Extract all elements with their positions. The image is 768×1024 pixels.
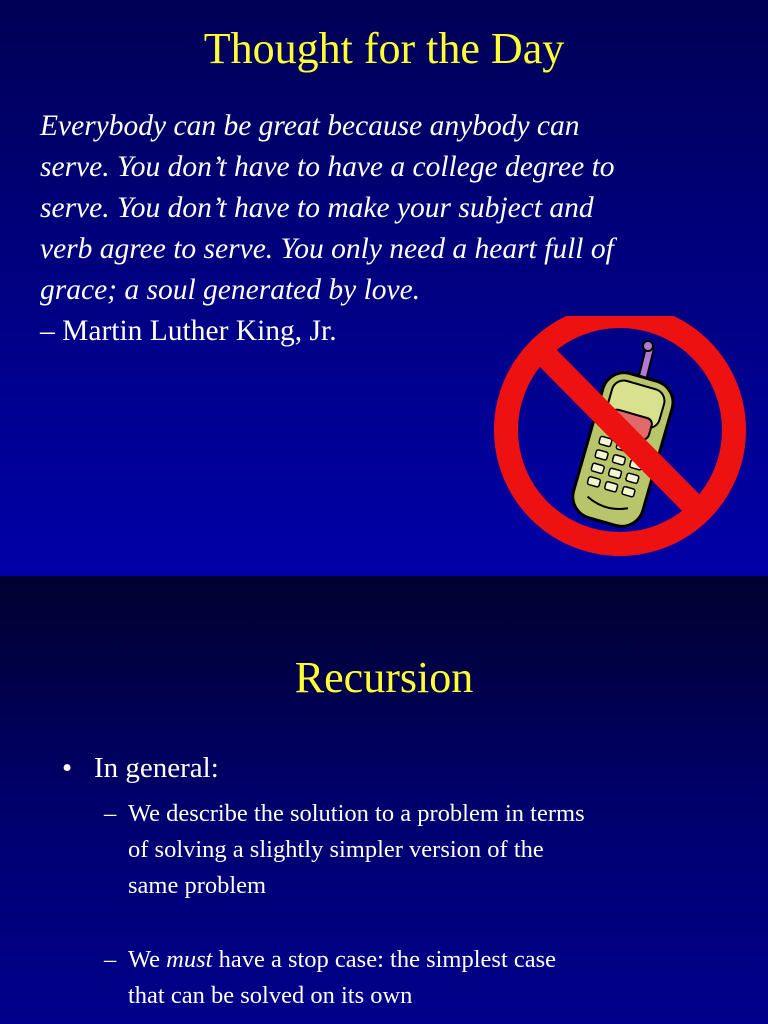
slide-recursion	[0, 576, 768, 1024]
quote-attribution: – Martin Luther King, Jr.	[40, 315, 337, 347]
quote-line: Everybody can be great because anybody can	[40, 110, 580, 142]
sub-bullet-2	[104, 942, 724, 1014]
sub-bullet-line: of solving a slightly simpler version of the	[128, 836, 544, 863]
bullet-item	[62, 750, 219, 786]
sub-bullet-1	[104, 796, 724, 904]
bullet-text: In general:	[94, 752, 219, 784]
dash-icon: –	[104, 946, 117, 973]
no-cell-phone-graphic	[490, 316, 750, 556]
quote-line: serve. You don’t have to make your subject and	[40, 192, 594, 224]
sub-bullet-line: We describe the solution to a problem in terms	[128, 800, 585, 827]
emphasis-word: must	[166, 946, 213, 973]
sub-bullet-rest: have a stop case: the simplest case	[218, 946, 557, 973]
no-cell-phone-icon	[490, 316, 750, 556]
quote-line: grace; a soul generated by love.	[40, 274, 421, 306]
slide-title: Recursion	[294, 653, 474, 702]
sub-bullet-prefix: We	[128, 946, 161, 973]
quote-line: serve. You don’t have to have a college degree to	[40, 151, 615, 183]
sub-bullet-line: same problem	[128, 872, 267, 899]
quote-line: verb agree to serve. You only need a heart full of	[40, 233, 614, 265]
bullet-icon: •	[62, 752, 73, 784]
dash-icon: –	[104, 800, 117, 827]
sub-bullet-line	[104, 942, 724, 978]
sub-bullet-line: that can be solved on its own	[128, 982, 413, 1009]
slide-title: Thought for the Day	[203, 24, 565, 73]
